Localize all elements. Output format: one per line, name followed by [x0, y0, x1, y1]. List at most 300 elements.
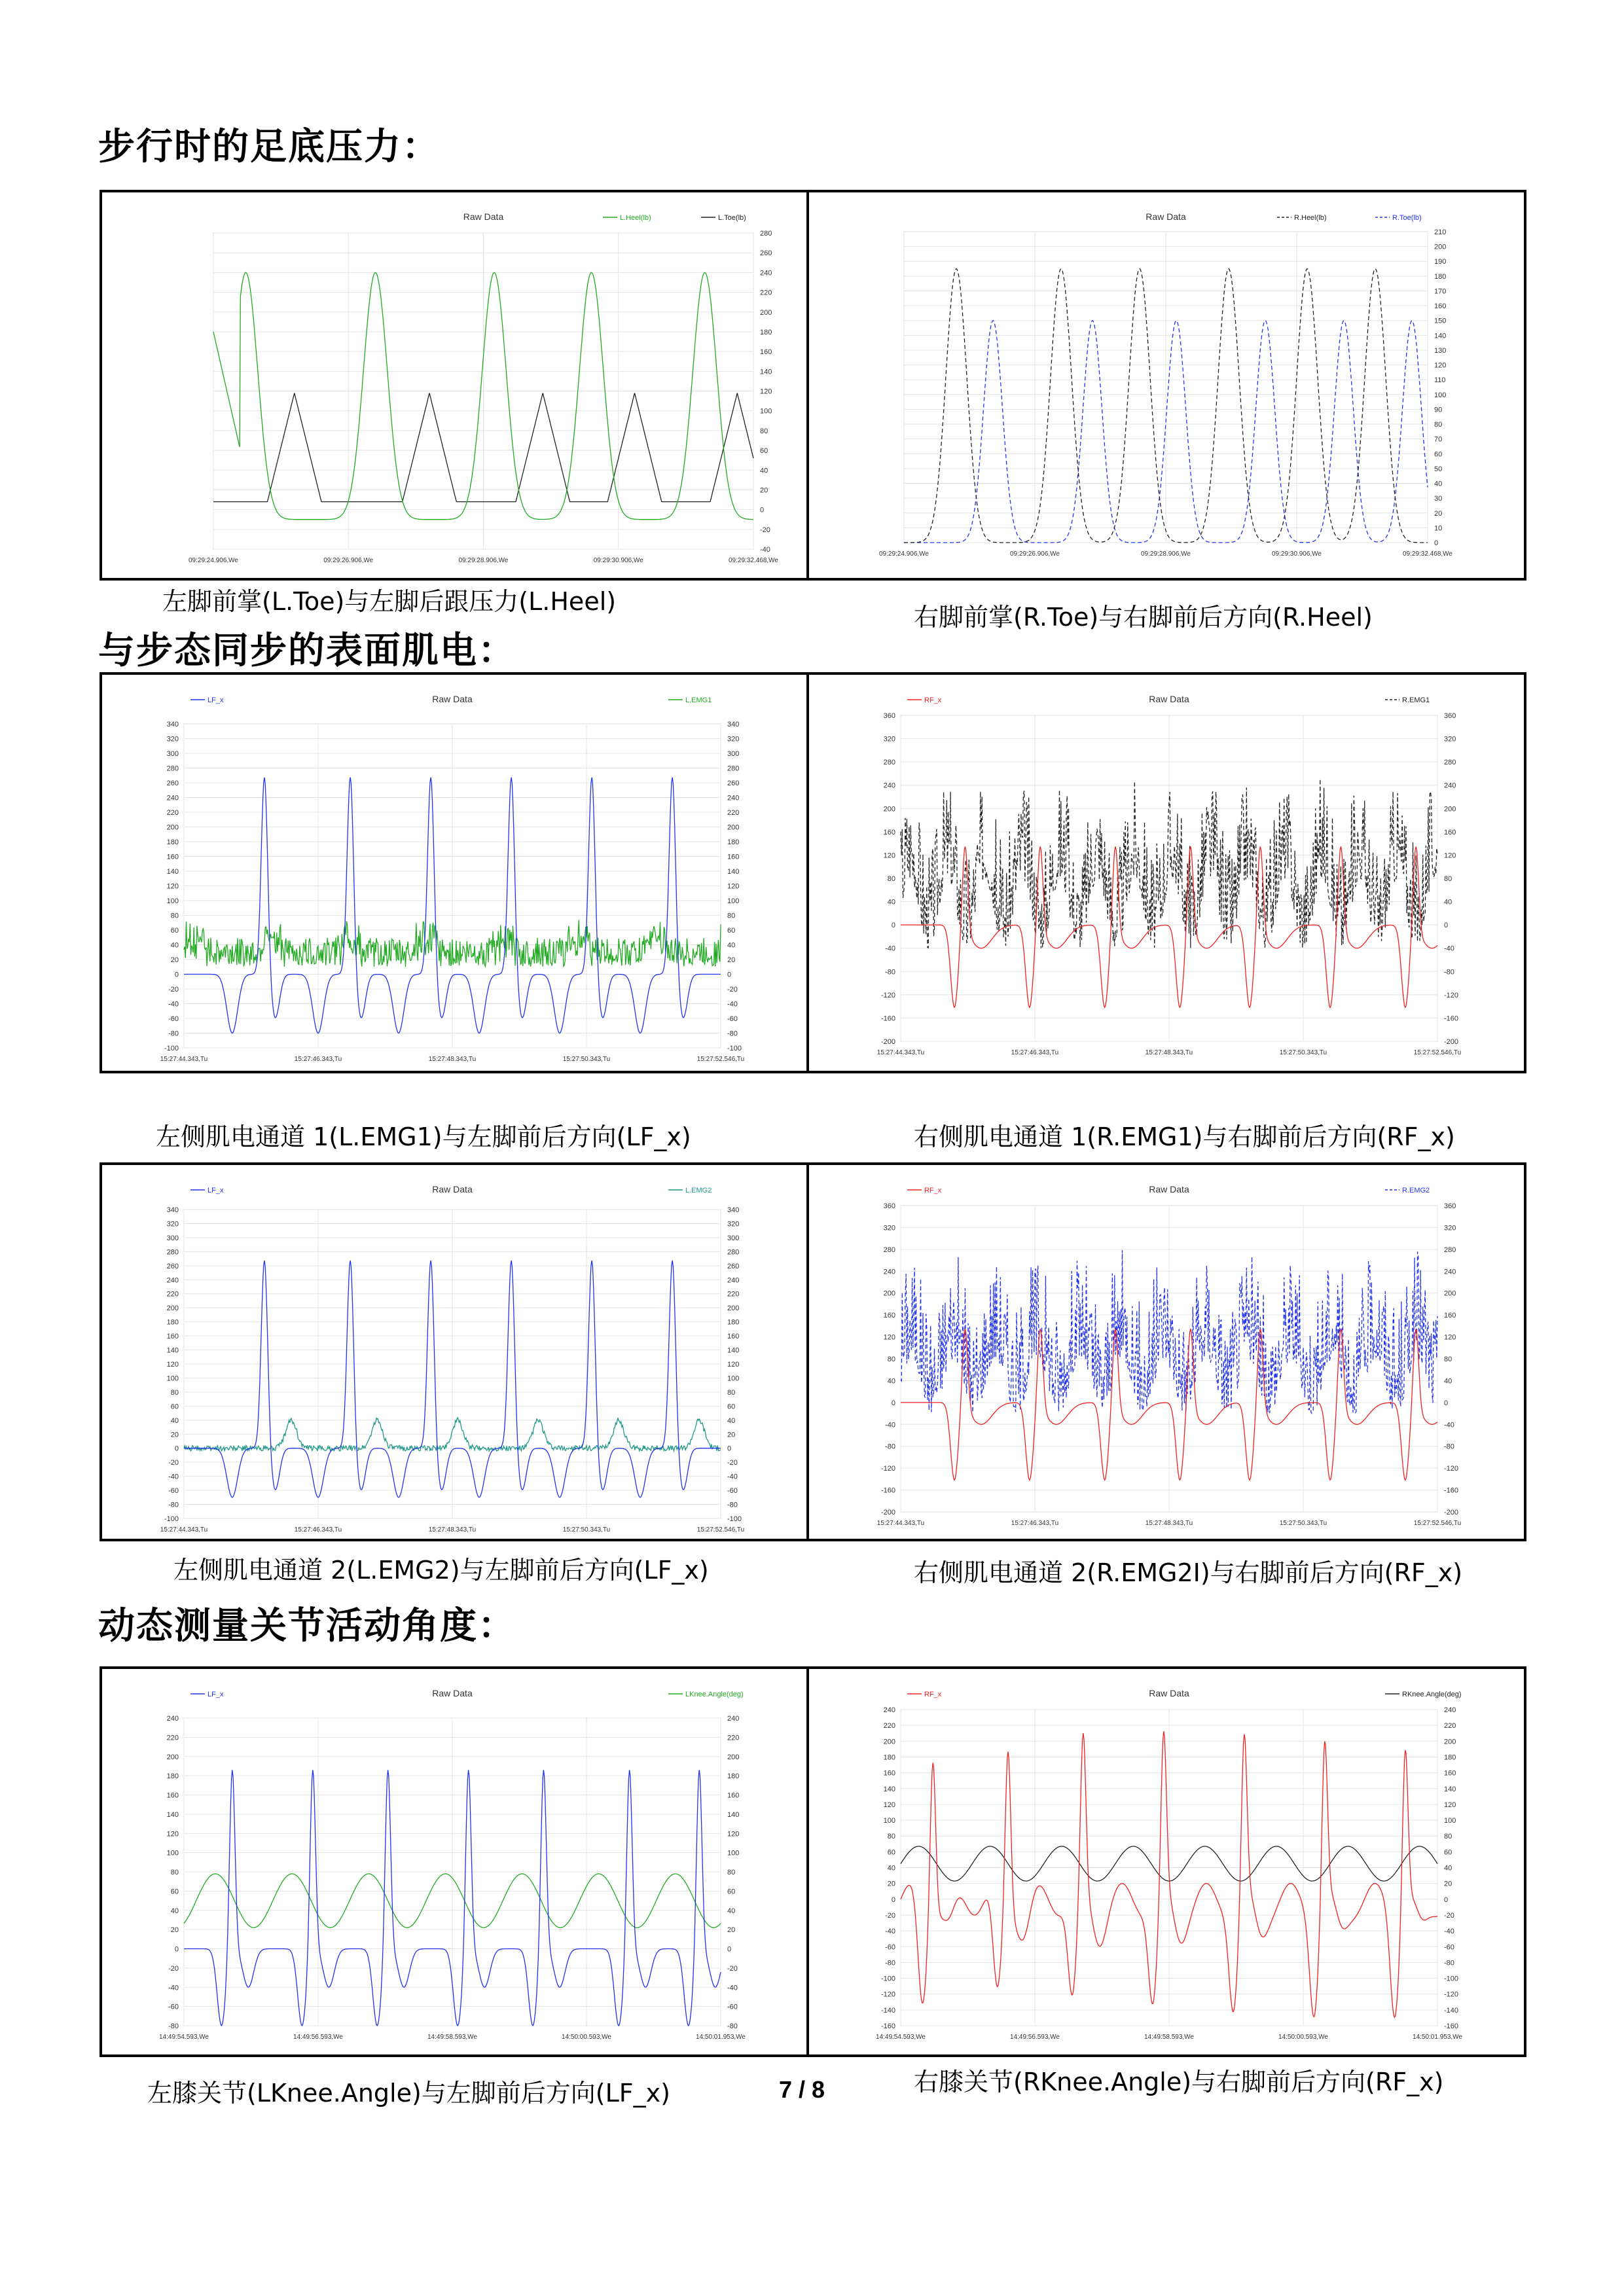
y-tick-label-left: -160: [880, 2022, 895, 2030]
y-tick-label-left: 140: [166, 1346, 179, 1355]
y-tick-label-right: 80: [727, 1388, 736, 1397]
y-tick-label-right: -160: [1444, 2022, 1459, 2030]
y-tick-label-right: 30: [1434, 495, 1443, 503]
y-tick-label-left: 120: [166, 1361, 179, 1369]
legend-item: [190, 1691, 224, 1698]
y-tick-label-right: 360: [1444, 712, 1456, 720]
y-tick-label-left: 140: [166, 868, 179, 876]
y-tick-label-right: 360: [1444, 1202, 1456, 1210]
y-tick-label-left: 200: [883, 805, 895, 814]
svg-text:LF_x: LF_x: [208, 696, 224, 704]
legend-item: [603, 214, 651, 222]
x-tick-label: 14:50:01.953,We: [696, 2034, 746, 2041]
y-tick-label-right: 320: [1444, 735, 1456, 744]
y-tick-label-left: 40: [887, 898, 895, 906]
y-tick-label-right: 60: [727, 1888, 736, 1896]
y-tick-label-right: 240: [1444, 1268, 1456, 1276]
y-tick-label-right: 280: [760, 230, 772, 238]
chart-title: Raw Data: [432, 1184, 473, 1194]
y-tick-label-left: 320: [883, 735, 895, 744]
y-tick-label-right: -60: [727, 2003, 738, 2011]
svg-text:LF_x: LF_x: [208, 1187, 224, 1194]
caption-left-emg1: 左侧肌电通道 1(L.EMG1)与左脚前后方向(LF_x): [156, 1122, 691, 1151]
y-tick-label-right: 110: [1434, 376, 1446, 385]
y-tick-label-left: 160: [166, 1791, 179, 1800]
y-tick-label-right: 0: [760, 506, 765, 514]
svg-text:L.EMG2: L.EMG2: [685, 1187, 712, 1194]
y-tick-label-left: 340: [166, 721, 179, 728]
y-tick-label-right: 240: [760, 269, 772, 278]
y-tick-label-left: -80: [885, 1959, 895, 1967]
y-tick-label-right: 120: [727, 1830, 740, 1839]
y-tick-label-right: 160: [727, 853, 740, 861]
y-tick-label-right: 80: [1444, 875, 1453, 883]
y-tick-label-right: 0: [1434, 539, 1439, 547]
y-tick-label-left: 120: [166, 882, 179, 891]
y-tick-label-right: 260: [727, 1262, 740, 1270]
y-tick-label-right: 140: [727, 1810, 740, 1819]
x-tick-label: 14:50:00.593,We: [1278, 2034, 1328, 2041]
y-tick-label-right: 120: [727, 1361, 740, 1369]
y-tick-label-right: 60: [727, 927, 736, 935]
y-tick-label-left: 360: [883, 712, 895, 720]
y-tick-label-right: 100: [727, 1849, 740, 1857]
y-tick-label-left: -60: [168, 2003, 179, 2011]
y-tick-label-left: 120: [166, 1830, 179, 1839]
x-tick-label: 15:27:50.343,Tu: [562, 1526, 611, 1534]
section-heading-emg: 与步态同步的表面肌电：: [98, 630, 516, 672]
y-tick-label-right: 80: [727, 912, 736, 920]
y-tick-label-right: 20: [727, 1926, 736, 1935]
y-tick-label-right: 200: [1444, 805, 1456, 814]
y-tick-label-left: 100: [883, 1817, 895, 1825]
y-tick-label-right: 120: [1434, 361, 1447, 370]
y-tick-label-left: 160: [166, 1333, 179, 1341]
x-tick-label: 15:27:52.546,Tu: [1413, 1049, 1462, 1056]
y-tick-label-right: 160: [1434, 302, 1447, 311]
y-tick-label-right: 140: [727, 868, 740, 876]
y-tick-label-right: 140: [727, 1346, 740, 1355]
page-number: 7 / 8: [779, 2076, 825, 2103]
y-tick-label-left: 200: [166, 823, 179, 832]
y-tick-label-left: 160: [883, 1769, 895, 1778]
y-tick-label-left: 60: [170, 1888, 179, 1896]
svg-text:L.Toe(lb): L.Toe(lb): [718, 214, 746, 222]
legend-item: [1385, 696, 1430, 704]
x-tick-label: 15:27:46.343,Tu: [294, 1526, 342, 1534]
chart-title: Raw Data: [463, 211, 504, 222]
legend-item: [1385, 1187, 1430, 1194]
chart-title: Raw Data: [432, 694, 473, 704]
y-tick-label-right: -100: [727, 1045, 742, 1052]
y-tick-label-left: 40: [887, 1377, 895, 1386]
y-tick-label-right: 100: [1444, 1817, 1456, 1825]
y-tick-label-right: 240: [727, 1715, 740, 1723]
y-tick-label-right: -120: [1444, 1465, 1459, 1473]
y-tick-label-left: -200: [880, 1038, 895, 1046]
y-tick-label-right: 20: [1444, 1880, 1453, 1888]
y-tick-label-right: 120: [1444, 1333, 1456, 1342]
y-tick-label-left: 20: [170, 1431, 179, 1439]
y-tick-label-left: 140: [166, 1810, 179, 1819]
y-tick-label-right: 80: [1444, 1833, 1453, 1841]
legend-item: [668, 1187, 712, 1194]
y-tick-label-right: 90: [1434, 406, 1443, 414]
y-tick-label-right: 280: [1444, 759, 1456, 767]
chart-panel-right-emg2: [806, 1162, 1526, 1541]
y-tick-label-left: -80: [885, 1443, 895, 1451]
y-tick-label-right: 140: [760, 368, 772, 376]
y-tick-label-right: 260: [727, 780, 740, 787]
y-tick-label-right: -60: [727, 1487, 738, 1496]
chart-svg: [809, 1669, 1524, 2054]
y-tick-label-left: -160: [880, 1486, 895, 1495]
y-tick-label-right: 240: [727, 794, 740, 802]
y-tick-label-left: 280: [883, 1246, 895, 1254]
y-tick-label-left: 160: [883, 1312, 895, 1320]
y-tick-label-right: 80: [1444, 1355, 1453, 1363]
legend-item: [190, 1187, 224, 1194]
y-tick-label-left: 80: [170, 912, 179, 920]
svg-text:L.EMG1: L.EMG1: [685, 696, 712, 704]
x-tick-label: 14:50:00.593,We: [562, 2034, 611, 2041]
chart-panel-right-foot-pressure: [806, 190, 1526, 581]
y-tick-label-left: -20: [168, 1459, 179, 1467]
legend-item: [668, 696, 712, 704]
y-tick-label-left: 180: [883, 1753, 895, 1762]
y-tick-label-left: 240: [883, 1706, 895, 1714]
y-tick-label-left: 200: [166, 1753, 179, 1761]
y-tick-label-right: 60: [760, 447, 768, 456]
y-tick-label-left: -40: [885, 1421, 895, 1429]
y-tick-label-right: 120: [1444, 852, 1456, 860]
x-tick-label: 15:27:48.343,Tu: [428, 1526, 477, 1534]
caption-right-emg2: 右侧肌电通道 2(R.EMG2I)与右脚前后方向(RF_x): [914, 1558, 1463, 1587]
y-tick-label-left: 280: [166, 764, 179, 773]
y-tick-label-left: 280: [166, 1248, 179, 1257]
y-tick-label-left: -60: [168, 1015, 179, 1023]
y-tick-label-right: 340: [727, 721, 740, 728]
x-tick-label: 09:29:24.906,We: [879, 550, 929, 558]
y-tick-label-left: -40: [885, 944, 895, 953]
y-tick-label-right: 240: [727, 1276, 740, 1285]
x-tick-label: 15:27:44.343,Tu: [160, 1526, 208, 1534]
y-tick-label-right: 200: [727, 1304, 740, 1313]
y-tick-label-left: -100: [164, 1045, 179, 1052]
y-tick-label-left: 120: [883, 1333, 895, 1342]
y-tick-label-left: 220: [166, 1290, 179, 1299]
legend-item: [907, 1691, 942, 1698]
y-tick-label-left: 100: [166, 1849, 179, 1857]
y-tick-label-left: -80: [885, 968, 895, 977]
y-tick-label-right: 200: [727, 823, 740, 832]
y-tick-label-left: 300: [166, 750, 179, 758]
y-tick-label-left: 120: [883, 852, 895, 860]
y-tick-label-right: 240: [1444, 1706, 1456, 1714]
y-tick-label-right: 170: [1434, 287, 1447, 296]
y-tick-label-right: -40: [727, 1000, 738, 1009]
y-tick-label-left: -140: [880, 2006, 895, 2015]
svg-text:R.Toe(lb): R.Toe(lb): [1392, 214, 1422, 222]
y-tick-label-left: 280: [883, 759, 895, 767]
y-tick-label-right: -140: [1444, 2006, 1459, 2015]
y-tick-label-left: 20: [887, 1880, 895, 1888]
y-tick-label-right: 60: [727, 1403, 736, 1411]
x-tick-label: 09:29:26.906,We: [1010, 550, 1060, 558]
y-tick-label-right: -80: [727, 1030, 738, 1038]
y-tick-label-left: 360: [883, 1202, 895, 1210]
x-tick-label: 15:27:44.343,Tu: [160, 1056, 208, 1063]
x-tick-label: 15:27:50.343,Tu: [1279, 1049, 1327, 1056]
svg-text:LF_x: LF_x: [208, 1691, 224, 1698]
y-tick-label-right: 200: [1444, 1289, 1456, 1298]
y-tick-label-right: 200: [760, 308, 772, 317]
y-tick-label-left: 140: [883, 1785, 895, 1793]
svg-text:RF_x: RF_x: [924, 696, 942, 704]
legend-item: [668, 1691, 744, 1698]
chart-svg: [809, 675, 1524, 1071]
x-tick-label: 15:27:52.546,Tu: [696, 1056, 745, 1063]
y-tick-label-right: 280: [1444, 1246, 1456, 1254]
y-tick-label-left: 160: [883, 828, 895, 836]
legend-item: [701, 214, 746, 222]
chart-title: Raw Data: [432, 1688, 473, 1698]
chart-svg: [809, 192, 1524, 578]
y-tick-label-right: 240: [1444, 781, 1456, 790]
y-tick-label-left: 80: [170, 1388, 179, 1397]
y-tick-label-right: 0: [1444, 922, 1449, 930]
caption-left-foot-pressure: 左脚前掌(L.Toe)与左脚后跟压力(L.Heel): [162, 587, 617, 616]
y-tick-label-left: 320: [166, 735, 179, 744]
y-tick-label-right: 130: [1434, 346, 1447, 355]
y-tick-label-left: 0: [174, 1444, 179, 1453]
legend-item: [1385, 1691, 1462, 1698]
x-tick-label: 15:27:46.343,Tu: [1011, 1520, 1059, 1527]
y-tick-label-left: 220: [166, 1734, 179, 1742]
y-tick-label-right: -80: [1444, 1443, 1454, 1451]
y-tick-label-left: 200: [883, 1289, 895, 1298]
y-tick-label-right: 20: [727, 1431, 736, 1439]
y-tick-label-right: 320: [1444, 1224, 1456, 1232]
y-tick-label-right: 220: [727, 1734, 740, 1742]
y-tick-label-right: -40: [727, 1984, 738, 1992]
y-tick-label-left: -60: [168, 1487, 179, 1496]
y-tick-label-right: 220: [760, 289, 772, 297]
legend-item: [907, 1187, 942, 1194]
caption-left-knee: 左膝关节(LKnee.Angle)与左脚前后方向(LF_x): [147, 2079, 670, 2108]
x-tick-label: 09:29:30.906,We: [593, 557, 643, 564]
svg-text:LKnee.Angle(deg): LKnee.Angle(deg): [685, 1691, 744, 1698]
y-tick-label-right: 180: [760, 328, 772, 336]
caption-right-knee: 右膝关节(RKnee.Angle)与右脚前后方向(RF_x): [914, 2068, 1444, 2096]
x-tick-label: 09:29:32.468,We: [1403, 550, 1453, 558]
y-tick-label-right: 100: [727, 897, 740, 905]
y-tick-label-right: -120: [1444, 1990, 1459, 1999]
y-tick-label-right: 160: [727, 1791, 740, 1800]
x-tick-label: 14:49:54.593,We: [876, 2034, 926, 2041]
y-tick-label-left: 20: [170, 956, 179, 964]
y-tick-label-left: 100: [166, 1374, 179, 1383]
chart-panel-right-knee: [806, 1666, 1526, 2057]
y-tick-label-right: 40: [1444, 898, 1453, 906]
y-tick-label-right: 200: [1434, 243, 1447, 251]
y-tick-label-left: 240: [166, 794, 179, 802]
y-tick-label-right: 40: [727, 1416, 736, 1425]
y-tick-label-right: 50: [1434, 465, 1443, 473]
y-tick-label-left: 60: [170, 1403, 179, 1411]
y-tick-label-right: -20: [727, 986, 738, 994]
y-tick-label-right: 60: [1444, 1848, 1453, 1857]
y-tick-label-right: 300: [727, 750, 740, 758]
legend-item: [1277, 214, 1327, 222]
y-tick-label-right: 60: [1434, 450, 1443, 459]
x-tick-label: 15:27:50.343,Tu: [562, 1056, 611, 1063]
y-tick-label-right: 40: [1444, 1864, 1453, 1873]
y-tick-label-left: 40: [170, 941, 179, 950]
x-tick-label: 15:27:50.343,Tu: [1279, 1520, 1327, 1527]
y-tick-label-right: 220: [727, 1290, 740, 1299]
y-tick-label-right: 300: [727, 1234, 740, 1242]
chart-svg: [102, 192, 806, 578]
y-tick-label-left: 180: [166, 1772, 179, 1781]
legend-item: [190, 696, 224, 704]
y-tick-label-left: 120: [883, 1801, 895, 1809]
svg-text:R.EMG2: R.EMG2: [1402, 1187, 1430, 1194]
svg-text:RKnee.Angle(deg): RKnee.Angle(deg): [1402, 1691, 1462, 1698]
y-tick-label-right: 180: [1434, 272, 1447, 281]
y-tick-label-right: 80: [727, 1869, 736, 1876]
y-tick-label-left: 160: [166, 853, 179, 861]
chart-svg: [102, 675, 806, 1071]
y-tick-label-left: 300: [166, 1234, 179, 1242]
y-tick-label-right: -40: [1444, 1421, 1454, 1429]
y-tick-label-right: 40: [727, 1907, 736, 1915]
y-tick-label-right: -80: [1444, 1959, 1454, 1967]
y-tick-label-right: 190: [1434, 258, 1447, 266]
chart-title: Raw Data: [1149, 1688, 1189, 1698]
x-tick-label: 15:27:48.343,Tu: [428, 1056, 477, 1063]
x-tick-label: 15:27:52.546,Tu: [696, 1526, 745, 1534]
x-tick-label: 14:49:58.593,We: [427, 2034, 477, 2041]
y-tick-label-right: -60: [1444, 1943, 1454, 1952]
y-tick-label-right: -20: [727, 1964, 738, 1973]
y-tick-label-right: 160: [1444, 828, 1456, 836]
y-tick-label-left: -20: [885, 1911, 895, 1920]
y-tick-label-left: 180: [166, 1318, 179, 1327]
y-tick-label-left: 0: [174, 971, 179, 979]
x-tick-label: 09:29:26.906,We: [323, 557, 374, 564]
y-tick-label-left: 40: [887, 1864, 895, 1873]
y-tick-label-right: 140: [1444, 1785, 1456, 1793]
caption-right-foot-pressure: 右脚前掌(R.Toe)与右脚前后方向(R.Heel): [914, 603, 1373, 632]
y-tick-label-left: -100: [164, 1515, 179, 1523]
y-tick-label-left: 200: [166, 1304, 179, 1313]
y-tick-label-left: -60: [885, 1943, 895, 1952]
x-tick-label: 15:27:52.546,Tu: [1413, 1520, 1462, 1527]
y-tick-label-right: 20: [760, 486, 768, 495]
caption-right-emg1: 右侧肌电通道 1(R.EMG1)与右脚前后方向(RF_x): [914, 1122, 1455, 1151]
y-tick-label-left: 80: [170, 1869, 179, 1876]
x-tick-label: 09:29:28.906,We: [458, 557, 509, 564]
y-tick-label-right: -40: [760, 546, 770, 554]
y-tick-label-left: 320: [166, 1220, 179, 1229]
y-tick-label-right: 160: [727, 1333, 740, 1341]
y-tick-label-right: 160: [760, 348, 772, 357]
y-tick-label-right: 220: [727, 809, 740, 817]
y-tick-label-left: 80: [887, 875, 895, 883]
svg-text:L.Heel(lb): L.Heel(lb): [620, 214, 651, 222]
y-tick-label-right: 160: [1444, 1312, 1456, 1320]
y-tick-label-left: 100: [166, 897, 179, 905]
y-tick-label-left: 320: [883, 1224, 895, 1232]
x-tick-label: 14:50:01.953,We: [1413, 2034, 1462, 2041]
x-tick-label: 15:27:44.343,Tu: [876, 1049, 925, 1056]
chart-title: Raw Data: [1149, 1184, 1189, 1194]
y-tick-label-right: 0: [1444, 1399, 1449, 1407]
x-tick-label: 09:29:32.468,We: [729, 557, 778, 564]
svg-text:R.EMG1: R.EMG1: [1402, 696, 1430, 704]
y-tick-label-left: 240: [883, 781, 895, 790]
y-tick-label-left: 240: [166, 1715, 179, 1723]
chart-panel-left-emg2: [99, 1162, 809, 1541]
svg-text:RF_x: RF_x: [924, 1691, 942, 1698]
y-tick-label-left: 220: [883, 1722, 895, 1731]
y-tick-label-left: 20: [170, 1926, 179, 1935]
y-tick-label-right: 180: [727, 1772, 740, 1781]
y-tick-label-left: -20: [168, 1964, 179, 1973]
x-tick-label: 14:49:54.593,We: [159, 2034, 209, 2041]
x-tick-label: 15:27:46.343,Tu: [1011, 1049, 1059, 1056]
y-tick-label-right: 40: [1444, 1377, 1453, 1386]
y-tick-label-left: 220: [166, 809, 179, 817]
y-tick-label-right: -200: [1444, 1038, 1459, 1046]
y-tick-label-right: 280: [727, 1248, 740, 1257]
chart-panel-left-foot-pressure: [99, 190, 809, 581]
y-tick-label-left: 0: [891, 922, 895, 930]
y-tick-label-left: -120: [880, 1465, 895, 1473]
y-tick-label-left: -20: [168, 986, 179, 994]
y-tick-label-right: 20: [727, 956, 736, 964]
y-tick-label-right: 280: [727, 764, 740, 773]
y-tick-label-right: 0: [727, 1444, 732, 1453]
y-tick-label-right: 0: [1444, 1895, 1449, 1904]
y-tick-label-left: 340: [166, 1206, 179, 1214]
y-tick-label-right: -40: [1444, 1928, 1454, 1936]
y-tick-label-right: 40: [760, 467, 768, 475]
y-tick-label-right: -60: [727, 1015, 738, 1023]
chart-svg: [809, 1165, 1524, 1539]
y-tick-label-right: -160: [1444, 1014, 1459, 1023]
y-tick-label-right: -160: [1444, 1486, 1459, 1495]
y-tick-label-right: -200: [1444, 1509, 1459, 1516]
y-tick-label-right: 80: [760, 427, 768, 435]
chart-title: Raw Data: [1146, 211, 1186, 222]
y-tick-label-left: -160: [880, 1014, 895, 1023]
y-tick-label-right: 70: [1434, 435, 1443, 444]
y-tick-label-left: 80: [887, 1355, 895, 1363]
y-tick-label-left: 0: [174, 1945, 179, 1954]
y-tick-label-left: 40: [170, 1416, 179, 1425]
y-tick-label-right: 160: [1444, 1769, 1456, 1778]
x-tick-label: 09:29:28.906,We: [1141, 550, 1191, 558]
y-tick-label-left: 60: [170, 927, 179, 935]
y-tick-label-right: -20: [760, 526, 770, 534]
y-tick-label-left: 200: [883, 1738, 895, 1746]
chart-title: Raw Data: [1149, 694, 1189, 704]
y-tick-label-left: -40: [885, 1928, 895, 1936]
y-tick-label-right: -120: [1444, 991, 1459, 999]
y-tick-label-right: -40: [1444, 944, 1454, 953]
